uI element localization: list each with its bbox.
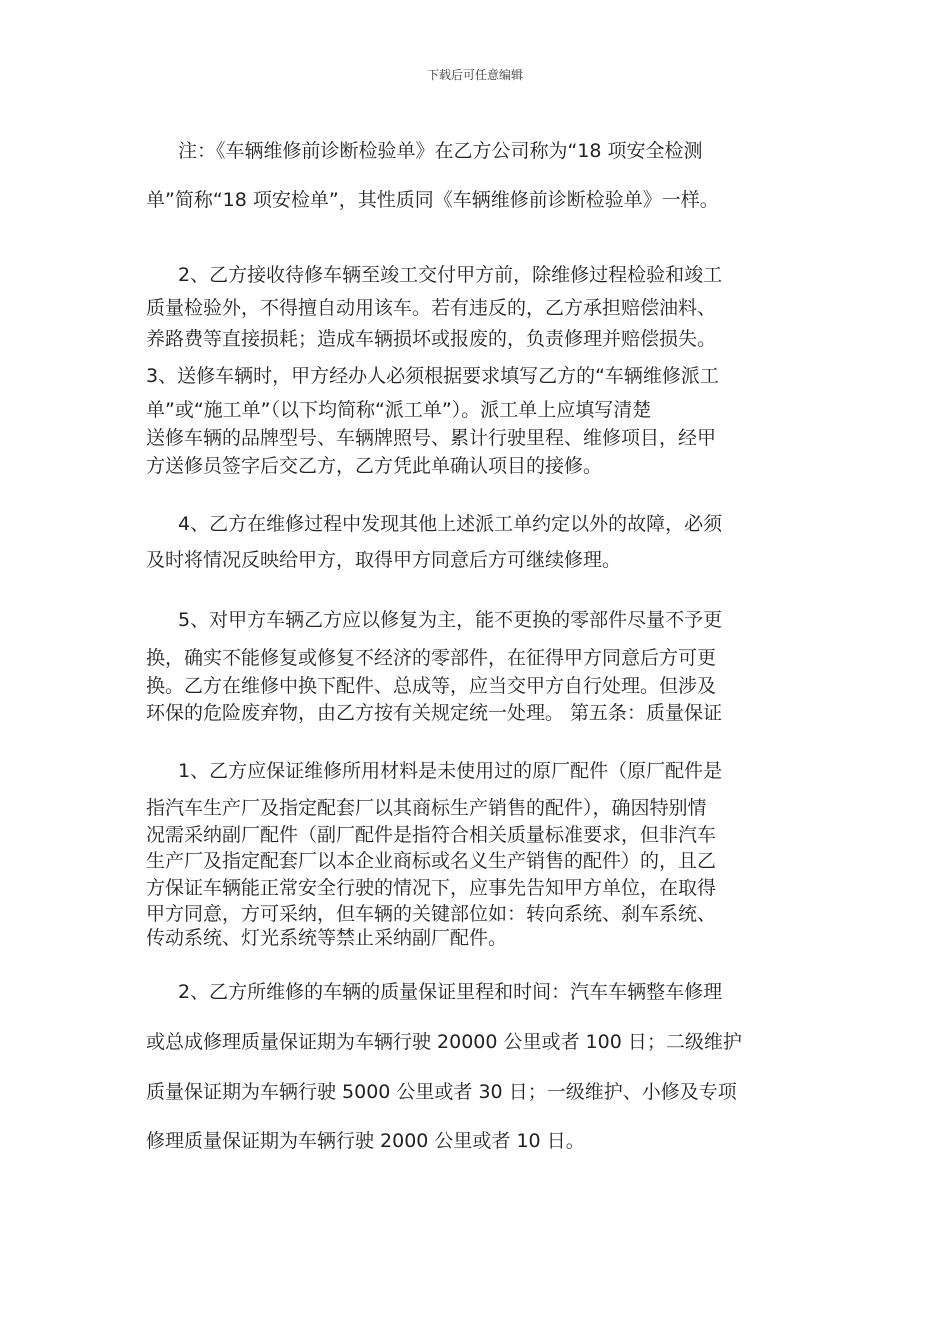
doc-line: 4、乙方在维修过程中发现其他上述派工单约定以外的故障，必须 (178, 513, 723, 535)
doc-line: 送修车辆的品牌型号、车辆牌照号、累计行驶里程、维修项目，经甲 (146, 427, 717, 449)
doc-line: 质量保证期为车辆行驶 5000 公里或者 30 日；一级维护、小修及专项 (146, 1081, 737, 1103)
doc-line: 单”或“施工单”（以下均简称“派工单”）。派工单上应填写清楚 (146, 399, 652, 421)
doc-line: 换。乙方在维修中换下配件、总成等，应当交甲方自行处理。但涉及 (146, 675, 717, 697)
doc-line: 1、乙方应保证维修所用材料是未使用过的原厂配件（原厂配件是 (178, 760, 723, 782)
doc-line: 指汽车生产厂及指定配套厂以其商标生产销售的配件），确因特别情 (146, 797, 707, 819)
doc-line: 修理质量保证期为车辆行驶 2000 公里或者 10 日。 (146, 1130, 585, 1152)
doc-line: 质量检验外，不得擅自动用该车。若有违反的，乙方承担赔偿油料、 (146, 297, 717, 319)
page-header: 下载后可任意编辑 (426, 68, 523, 82)
doc-line: 养路费等直接损耗；造成车辆损坏或报废的，负责修理并赔偿损失。 (146, 328, 717, 350)
doc-line: 3、送修车辆时，甲方经办人必须根据要求填写乙方的“车辆维修派工 (146, 365, 719, 387)
doc-line: 注：《车辆维修前诊断检验单》在乙方公司称为“18 项安全检测 (178, 140, 703, 162)
doc-line: 方送修员签字后交乙方，乙方凭此单确认项目的接修。 (146, 455, 603, 477)
doc-line: 甲方同意，方可采纳，但车辆的关键部位如：转向系统、刹车系统、 (146, 903, 717, 925)
doc-line: 况需采纳副厂配件（副厂配件是指符合相关质量标准要求，但非汽车 (146, 824, 717, 846)
doc-line: 或总成修理质量保证期为车辆行驶 20000 公里或者 100 日；二级维护 (146, 1031, 742, 1053)
doc-line: 方保证车辆能正常安全行驶的情况下，应事先告知甲方单位，在取得 (146, 877, 717, 899)
doc-line: 及时将情况反映给甲方，取得甲方同意后方可继续修理。 (146, 549, 622, 571)
doc-line: 环保的危险废弃物，由乙方按有关规定统一处理。 第五条：质量保证 (146, 702, 723, 724)
doc-line: 2、乙方接收待修车辆至竣工交付甲方前，除维修过程检验和竣工 (178, 264, 723, 286)
doc-line: 生产厂及指定配套厂以本企业商标或名义生产销售的配件）的，且乙 (146, 850, 717, 872)
doc-line: 换，确实不能修复或修复不经济的零部件，在征得甲方同意后方可更 (146, 647, 717, 669)
doc-line: 单”简称“18 项安检单”，其性质同《车辆维修前诊断检验单》一样。 (146, 189, 719, 211)
doc-line: 2、乙方所维修的车辆的质量保证里程和时间：汽车车辆整车修理 (178, 981, 723, 1003)
doc-line: 5、对甲方车辆乙方应以修复为主，能不更换的零部件尽量不予更 (178, 609, 723, 631)
doc-line: 传动系统、灯光系统等禁止采纳副厂配件。 (146, 927, 508, 949)
